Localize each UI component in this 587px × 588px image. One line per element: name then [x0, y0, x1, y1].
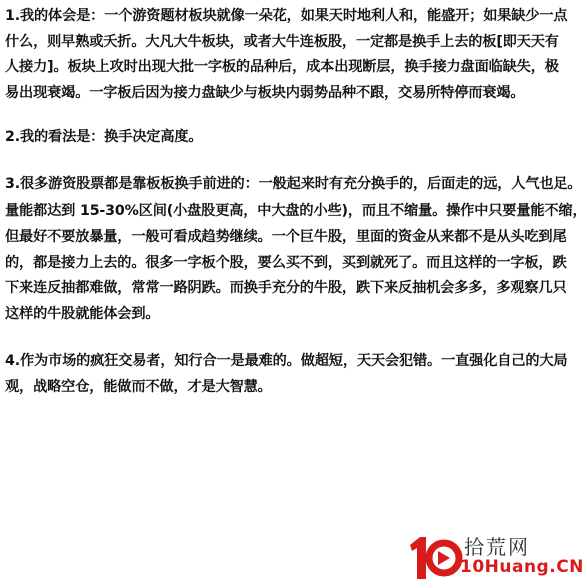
paragraph-line: 1.我的体会是：一个游资题材板块就像一朵花，如果天时地利人和，能盛开；如果缺少一点: [5, 8, 568, 24]
paragraph-line: 下来连反抽都难做，常常一路阴跌。而换手充分的牛股，跌下来反抽机会多多，多观察几只: [5, 280, 567, 296]
site-url: 10Huang.CN: [460, 557, 584, 577]
site-name: 拾荒网: [464, 535, 530, 559]
paragraph-1: [5, 4, 568, 106]
paragraph-line: 什么，则早熟或夭折。大凡大牛板块，或者大牛连板股，一定都是换手上去的板[即天天有: [5, 33, 559, 50]
paragraph-line: 量能都达到 15-30%区间(小盘股更高，中大盘的小些)，而且不缩量。操作中只要量能不缩，: [5, 203, 587, 219]
paragraph-line: 的，都是接力上去的。很多一字板个股，要么买不到，买到就死了。而且这样的一字板，跌: [5, 254, 567, 271]
paragraph-line: 3.很多游资股票都是靠板板换手前进的：一般起来时有充分换手的，后面走的远，人气也足。: [5, 175, 582, 192]
site-watermark: [404, 531, 584, 585]
paragraph-line: 这样的牛股就能体会到。: [5, 305, 160, 322]
paragraph-line: 人接力]。板块上攻时出现大批一字板的品种后，成本出现断层，换手接力盘面临缺失，极: [5, 59, 559, 75]
paragraph-4: [5, 349, 568, 400]
paragraph-line: 观，战略空仓，能做而不做，才是大智慧。: [5, 378, 272, 395]
document-body: [5, 4, 587, 400]
site-logo-icon: [404, 531, 462, 585]
paragraph-line: 但最好不要放暴量，一般可看成趋势继续。一个巨牛股，里面的资金从来都不是从头吃到尾: [5, 229, 567, 245]
paragraph-3: [5, 172, 587, 328]
paragraph-line: 2.我的看法是：换手决定高度。: [5, 129, 203, 145]
paragraph-line: 4.作为市场的疯狂交易者，知行合一是最难的。做超短，天天会犯错。一直强化自己的大局: [5, 353, 568, 369]
paragraph-line: 易出现衰竭。一字板后因为接力盘缺少与板块内弱势品种不跟，交易所特停而衰竭。: [5, 84, 525, 101]
paragraph-2: [5, 125, 561, 151]
